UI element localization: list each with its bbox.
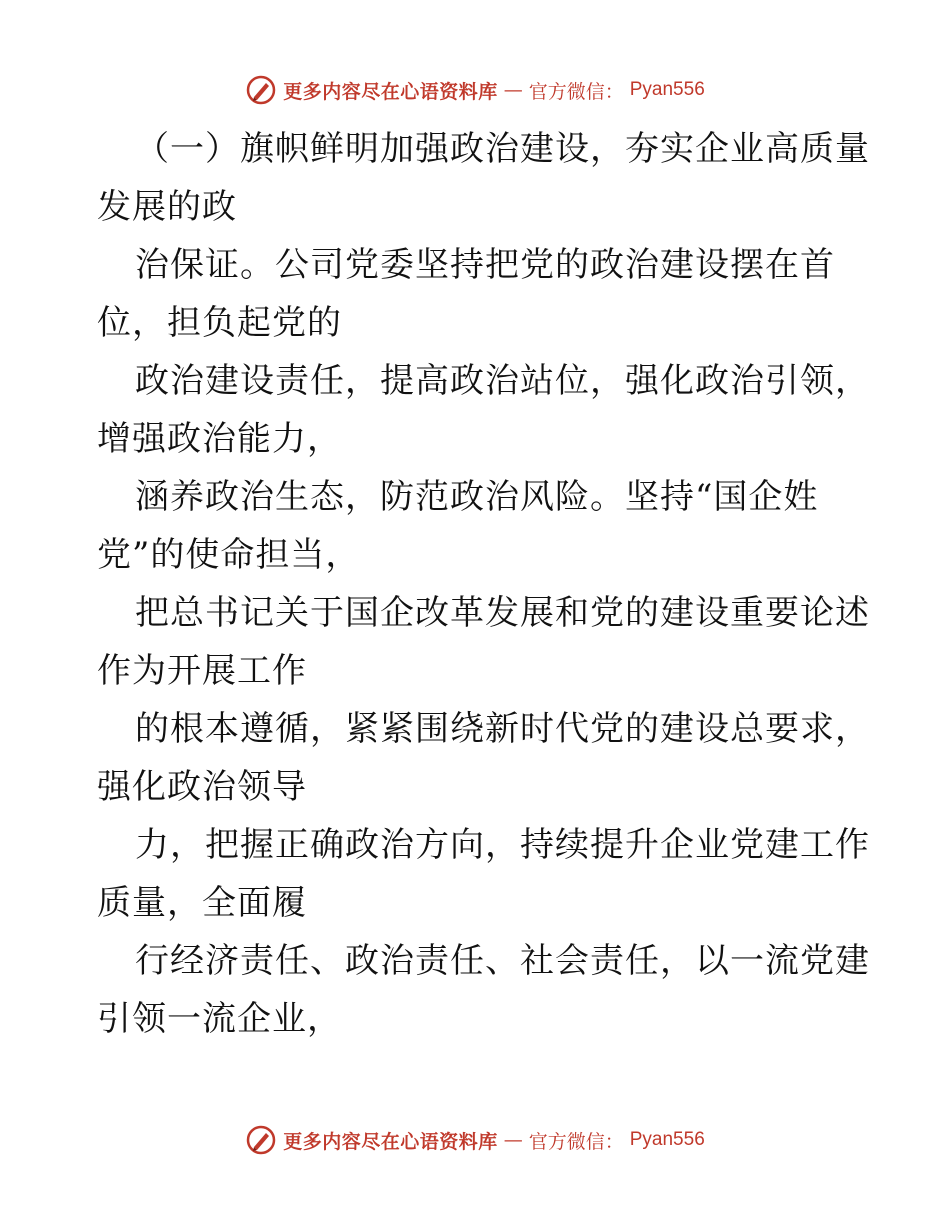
text-line: 发展的政	[97, 187, 237, 227]
text-line: 党”的使命担当，	[97, 535, 361, 575]
text-line: 涵养政治生态，防范政治风险。坚持“国企姓	[135, 477, 819, 517]
text-line: 质量，全面履	[97, 883, 307, 923]
watermark-wechat-label: 官方微信：	[528, 80, 624, 103]
text-line: 引领一流企业，	[97, 999, 342, 1039]
watermark-site-text: 更多内容尽在心语资料库	[283, 1130, 498, 1153]
watermark-dash: —	[503, 79, 523, 101]
watermark-dash: —	[503, 1129, 523, 1151]
watermark-site-text: 更多内容尽在心语资料库	[283, 80, 498, 103]
text-line: 政治建设责任，提高政治站位，强化政治引领，	[135, 361, 870, 401]
watermark-wechat-id: Pyan556	[629, 1129, 705, 1150]
watermark-footer	[0, 1120, 950, 1160]
text-line: 作为开展工作	[97, 651, 307, 691]
watermark-wechat-id: Pyan556	[629, 79, 705, 100]
text-line: 位，担负起党的	[97, 303, 342, 343]
text-line: （一）旗帜鲜明加强政治建设，夯实企业高质量	[135, 129, 870, 169]
text-line: 强化政治领导	[97, 767, 307, 807]
watermark-wechat-label: 官方微信：	[528, 1130, 624, 1153]
text-line: 把总书记关于国企改革发展和党的建设重要论述	[135, 593, 870, 633]
pen-seal-icon	[245, 1124, 277, 1156]
text-line: 力，把握正确政治方向，持续提升企业党建工作	[135, 825, 870, 865]
pen-seal-icon	[245, 74, 277, 106]
text-line: 治保证。公司党委坚持把党的政治建设摆在首	[135, 245, 835, 285]
document-body	[97, 120, 870, 1048]
text-line: 增强政治能力，	[97, 419, 342, 459]
text-line: 行经济责任、政治责任、社会责任，以一流党建	[135, 941, 870, 981]
text-line: 的根本遵循，紧紧围绕新时代党的建设总要求，	[135, 709, 870, 749]
watermark-header	[0, 70, 950, 110]
